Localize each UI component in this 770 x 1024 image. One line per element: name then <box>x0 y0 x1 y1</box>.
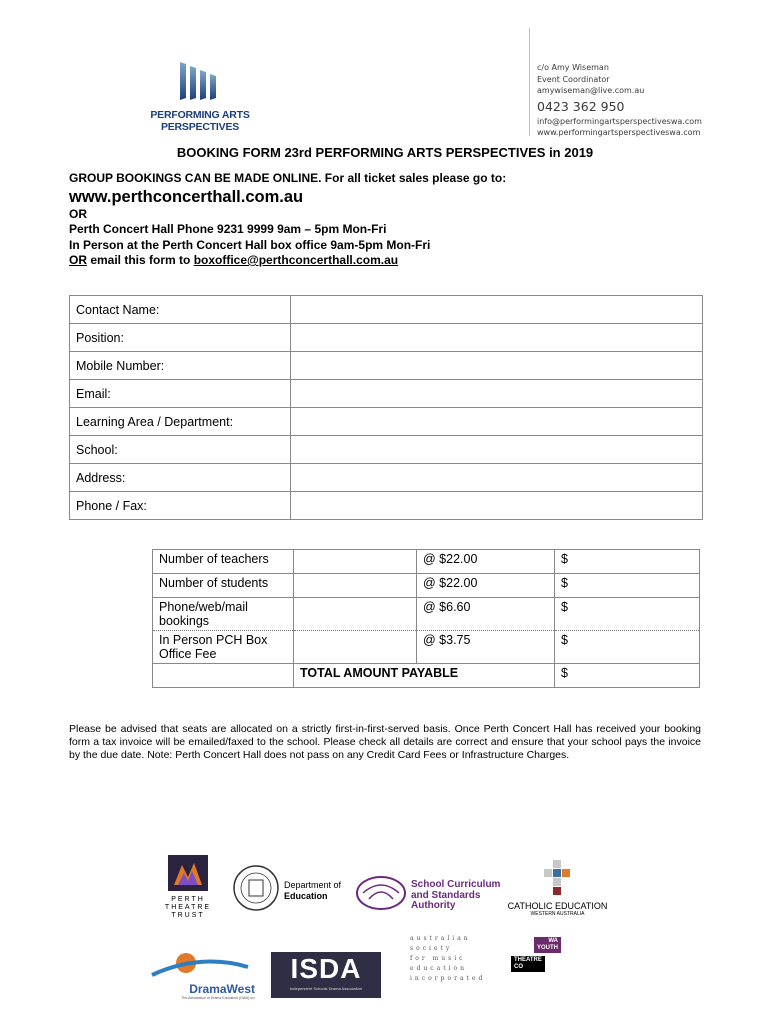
catholic-education-logo <box>505 858 610 918</box>
email-field[interactable] <box>291 380 703 408</box>
total-spacer <box>153 664 294 688</box>
table-row <box>153 598 700 631</box>
in-person-qty-field[interactable] <box>294 631 417 664</box>
asme-line1: australian <box>410 935 471 942</box>
table-row <box>70 464 703 492</box>
contact-email[interactable]: amywiseman@live.com.au <box>537 86 645 95</box>
ticket-website-link[interactable]: www.perthconcerthall.com.au <box>69 187 304 206</box>
isda-logo <box>271 952 381 998</box>
contact-care-of: c/o Amy Wiseman <box>537 63 609 72</box>
field-label: Mobile Number: <box>70 352 291 380</box>
wayt-line1: WA <box>548 938 558 944</box>
performing-arts-perspectives-logo <box>150 60 250 135</box>
table-row <box>70 408 703 436</box>
table-row <box>70 352 703 380</box>
field-label: Email: <box>70 380 291 408</box>
table-row <box>70 492 703 520</box>
in-person-label: In Person PCH Box Office Fee <box>153 631 294 664</box>
ce-line1: CATHOLIC EDUCATION <box>507 901 608 911</box>
dramawest-sub: The Association of Drama Educators (DWA) Inc <box>181 996 255 1000</box>
teachers-price: @ $22.00 <box>417 550 555 574</box>
or-underlined: OR <box>69 253 87 267</box>
position-field[interactable] <box>291 324 703 352</box>
teachers-label: Number of teachers <box>153 550 294 574</box>
contact-name-field[interactable] <box>291 296 703 324</box>
ptt-emblem-icon <box>168 855 208 891</box>
students-price: @ $22.00 <box>417 574 555 598</box>
ce-line2: WESTERN AUSTRALIA <box>530 911 585 917</box>
in-person-price: @ $3.75 <box>417 631 555 664</box>
scsa-line2: and Standards <box>411 889 481 901</box>
address-field[interactable] <box>291 464 703 492</box>
field-label: Learning Area / Department: <box>70 408 291 436</box>
table-row <box>153 631 700 664</box>
field-label: Address: <box>70 464 291 492</box>
table-row <box>153 574 700 598</box>
table-row <box>70 324 703 352</box>
field-label: Phone / Fax: <box>70 492 291 520</box>
header-divider <box>529 28 530 136</box>
phone-web-price: @ $6.60 <box>417 598 555 631</box>
asme-line4: education <box>410 965 467 972</box>
students-label: Number of students <box>153 574 294 598</box>
department-of-education-logo <box>232 864 372 914</box>
wayt-line3: THEATRE <box>514 957 542 963</box>
field-label: Contact Name: <box>70 296 291 324</box>
group-bookings-line: GROUP BOOKINGS CAN BE MADE ONLINE. For all ticket sales please go to: <box>69 171 507 185</box>
school-field[interactable] <box>291 436 703 464</box>
asme-line2: society <box>410 945 453 952</box>
phone-web-label: Phone/web/mail bookings <box>153 598 294 631</box>
allocation-notice: Please be advised that seats are allocated on a strictly first-in-first-served basis. Once Perth Concert Hall has received your booking form a tax invoice will be emailed/faxed to the school. Please check all details are correct and ensure that your school pays the invoice by the due date. Note: Perth Concert Hall does not pass on any Credit Card Fees or Infrastructure Charges. <box>69 723 701 761</box>
catholic-education-cross-icon <box>539 858 575 896</box>
in-person-total-field[interactable]: $ <box>555 631 700 664</box>
isda-sub: Independent Schools Drama Association <box>289 986 363 991</box>
box-office-email-link[interactable]: boxoffice@perthconcerthall.com.au <box>193 253 399 267</box>
wayt-line4: CO <box>514 964 523 970</box>
logo-bars-icon <box>178 60 224 106</box>
students-qty-field[interactable] <box>294 574 417 598</box>
phone-fax-field[interactable] <box>291 492 703 520</box>
wa-government-crest-icon <box>232 864 280 912</box>
email-line <box>69 253 709 269</box>
learning-area-field[interactable] <box>291 408 703 436</box>
contact-details-table <box>69 295 703 520</box>
doe-line2: Education <box>284 891 328 901</box>
form-title: BOOKING FORM 23rd PERFORMING ARTS PERSPECTIVES in 2019 <box>176 145 594 160</box>
scsa-tree-icon <box>355 875 407 915</box>
asme-line3: for music <box>410 955 466 962</box>
asme-line5: incorporated <box>410 975 486 982</box>
table-row <box>70 436 703 464</box>
scsa-logo <box>355 875 515 915</box>
contact-role: Event Coordinator <box>537 74 610 84</box>
dramawest-logo <box>150 945 255 1000</box>
wayt-line2: YOUTH <box>537 945 558 951</box>
contact-email-info[interactable]: info@performingartsperspectiveswa.com <box>537 116 702 126</box>
doe-line1: Department of <box>284 880 342 890</box>
table-row <box>153 664 700 688</box>
perth-theatre-trust-logo <box>163 855 213 917</box>
students-total-field[interactable]: $ <box>555 574 700 598</box>
phone-web-qty-field[interactable] <box>294 598 417 631</box>
table-row <box>70 380 703 408</box>
teachers-total-field[interactable]: $ <box>555 550 700 574</box>
ptt-label: PERTH THEATRE TRUST <box>164 896 212 919</box>
in-person-line: In Person at the Perth Concert Hall box office 9am-5pm Mon-Fri <box>69 237 431 252</box>
wa-youth-theatre-logo <box>511 937 561 977</box>
grand-total-field[interactable]: $ <box>555 664 700 688</box>
contact-phone: 0423 362 950 <box>537 98 625 114</box>
contact-website[interactable]: www.performingartsperspectiveswa.com <box>537 128 701 137</box>
phone-line: Perth Concert Hall Phone 9231 9999 9am – 5pm Mon-Fri <box>69 222 387 236</box>
scsa-line1: School Curriculum <box>411 879 501 890</box>
asme-logo <box>410 934 490 1000</box>
dramawest-sun-icon <box>150 945 250 977</box>
dramawest-name: DramaWest <box>189 982 255 996</box>
field-label: School: <box>70 436 291 464</box>
logo-line1: PERFORMING ARTS <box>150 109 250 121</box>
table-row <box>70 296 703 324</box>
table-row <box>153 550 700 574</box>
phone-web-total-field[interactable]: $ <box>555 598 700 631</box>
cost-table <box>152 549 700 688</box>
total-label: TOTAL AMOUNT PAYABLE <box>294 664 555 688</box>
logo-line2: PERSPECTIVES <box>160 121 240 133</box>
booking-instructions <box>69 171 709 269</box>
teachers-qty-field[interactable] <box>294 550 417 574</box>
scsa-line3: Authority <box>411 900 456 911</box>
or-line: OR <box>69 206 87 221</box>
isda-name: ISDA <box>290 953 362 984</box>
email-prefix: email this form to <box>87 253 194 267</box>
field-label: Position: <box>70 324 291 352</box>
organiser-contact <box>537 62 737 139</box>
mobile-number-field[interactable] <box>291 352 703 380</box>
